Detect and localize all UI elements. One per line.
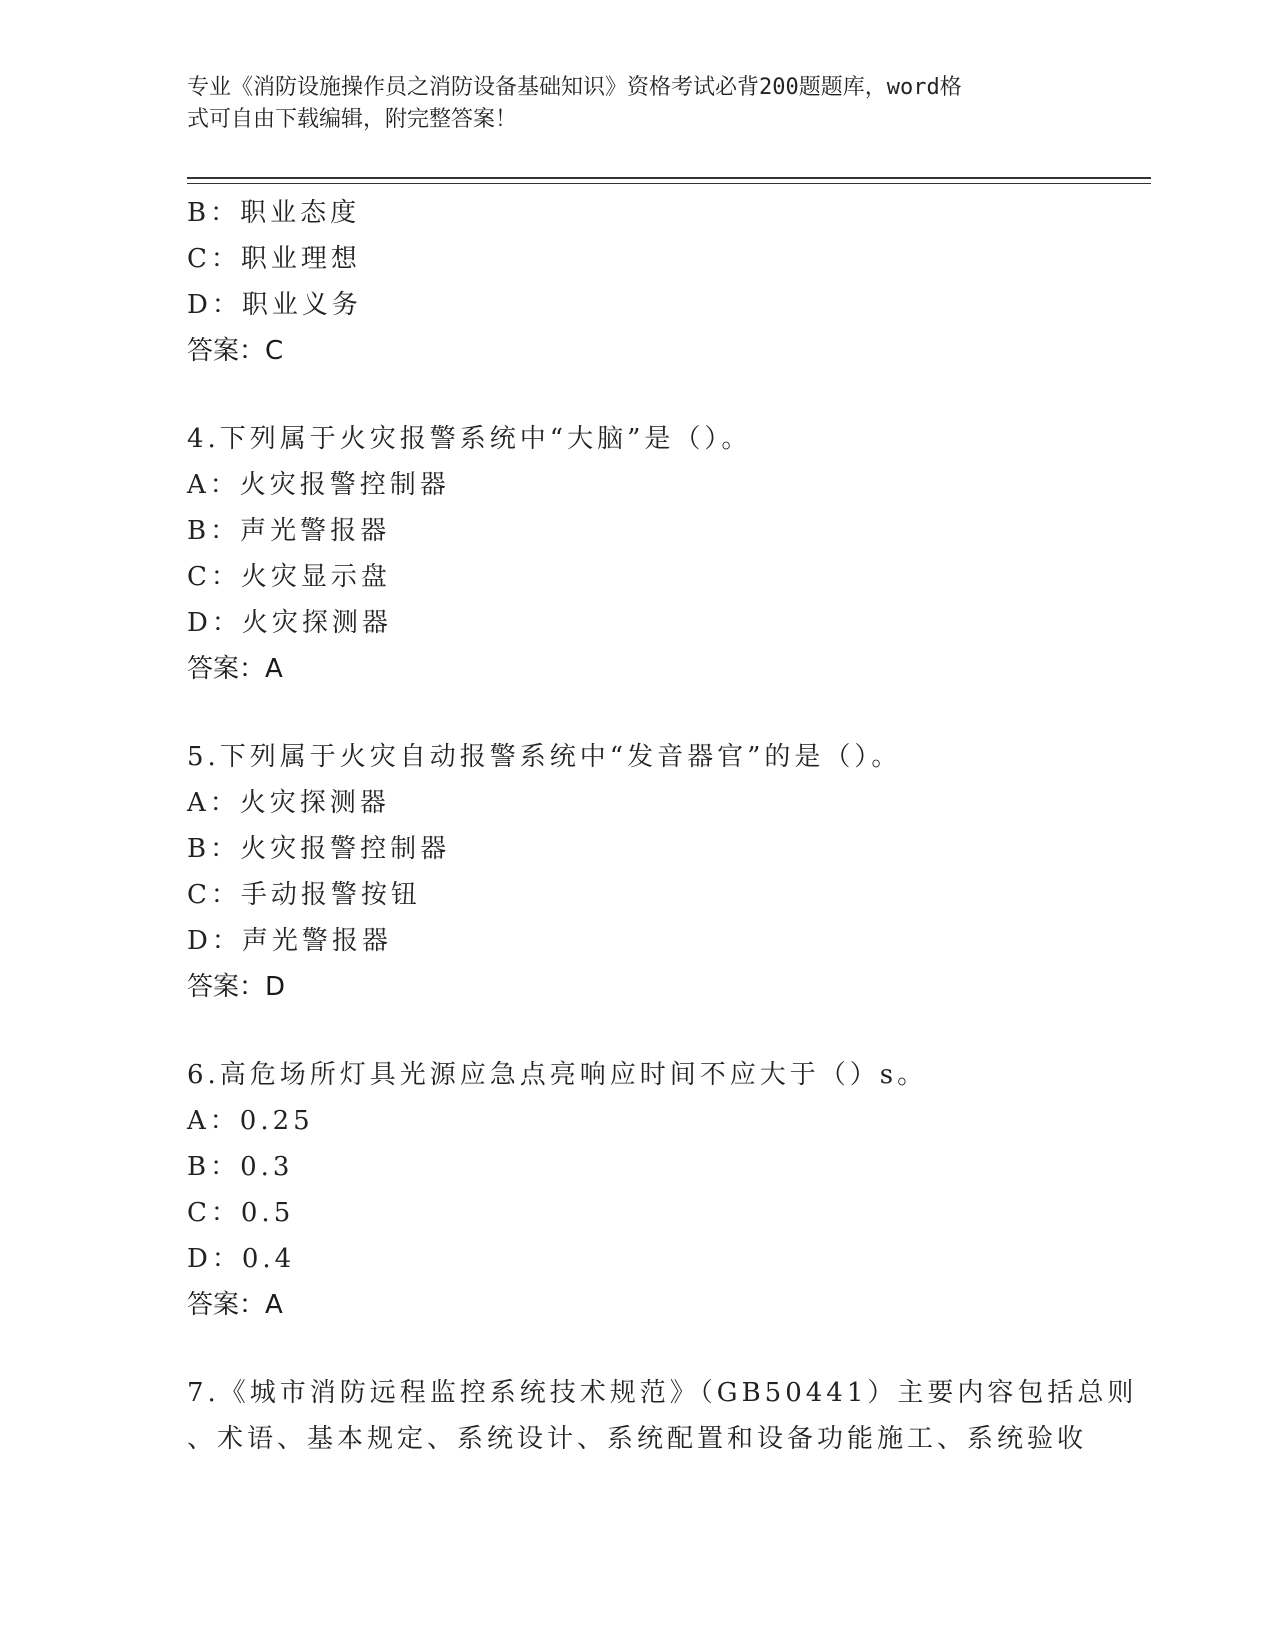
question-6	[187, 1052, 1107, 1328]
answer-line: 答案：A	[187, 1290, 283, 1320]
option-d: D：声光警报器	[187, 926, 392, 956]
option-b: B：职业态度	[187, 198, 361, 228]
option-a: A：火灾报警控制器	[187, 470, 450, 500]
question-stem-line-1: 7.《城市消防远程监控系统技术规范》（GB50441）主要内容包括总则	[187, 1378, 1138, 1408]
option-c: C：手动报警按钮	[187, 880, 421, 910]
question-list	[187, 190, 1138, 1462]
question-5	[187, 734, 1107, 1010]
option-d: D：0.4	[187, 1244, 296, 1274]
question-3-partial	[187, 190, 1107, 374]
option-c: C：0.5	[187, 1198, 295, 1228]
option-d: D：职业义务	[187, 290, 362, 320]
option-c: C：火灾显示盘	[187, 562, 391, 592]
question-stem: 4.下列属于火灾报警系统中“大脑”是（）。	[187, 424, 752, 454]
option-b: B：火灾报警控制器	[187, 834, 451, 864]
option-b: B：0.3	[187, 1152, 294, 1182]
question-7	[187, 1370, 1138, 1462]
header-divider-thick	[187, 177, 1151, 179]
answer-line: 答案：D	[187, 972, 286, 1002]
header-divider-thin	[187, 183, 1151, 184]
option-c: C：职业理想	[187, 244, 361, 274]
header-line-2: 式可自由下载编辑，附完整答案！	[187, 107, 518, 132]
option-d: D：火灾探测器	[187, 608, 392, 638]
answer-line: 答案：C	[187, 336, 284, 366]
option-b: B：声光警报器	[187, 516, 391, 546]
answer-line: 答案：A	[187, 654, 283, 684]
question-stem-line-2: 、术语、基本规定、系统设计、系统配置和设备功能施工、系统验收	[187, 1424, 1088, 1454]
question-4	[187, 416, 1107, 692]
option-a: A：火灾探测器	[187, 788, 390, 818]
question-stem: 6.高危场所灯具光源应急点亮响应时间不应大于（）s。	[187, 1060, 928, 1090]
header-line-1: 专业《消防设施操作员之消防设备基础知识》资格考试必背200题题库，word格	[187, 75, 962, 100]
option-a: A：0.25	[187, 1106, 314, 1136]
question-stem: 5.下列属于火灾自动报警系统中“发音器官”的是（）。	[187, 742, 902, 772]
document-header	[187, 72, 1067, 136]
